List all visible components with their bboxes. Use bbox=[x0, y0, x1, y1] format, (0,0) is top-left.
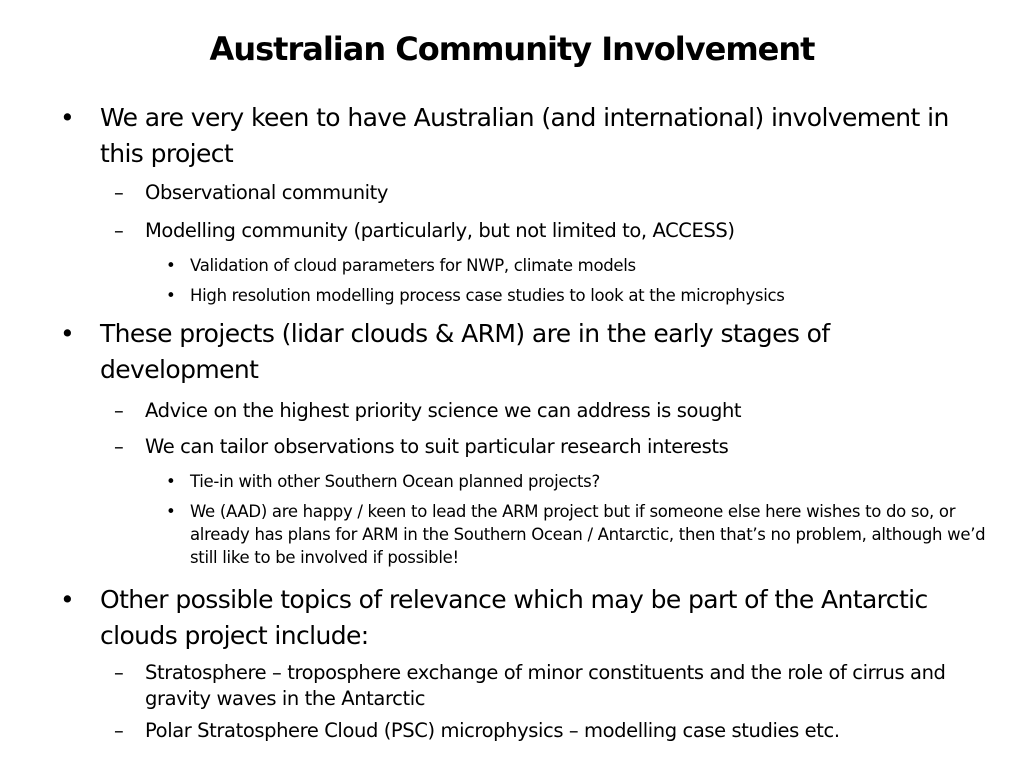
bullet-marker-icon: • bbox=[166, 286, 176, 305]
bullet-marker-icon: • bbox=[166, 256, 176, 275]
sub-bullet-item: We can tailor observations to suit particular research interests bbox=[145, 435, 729, 458]
dash-marker-icon: – bbox=[114, 661, 124, 684]
sub-sub-bullet-item: Validation of cloud parameters for NWP, climate models bbox=[190, 256, 636, 275]
dash-marker-icon: – bbox=[114, 219, 124, 242]
sub-bullet-item: Stratosphere – troposphere exchange of minor constituents and the role of cirrus and gravity waves in the Antarctic bbox=[145, 661, 946, 710]
bullet-item: Other possible topics of relevance which may be part of the Antarctic clouds project include: bbox=[100, 585, 928, 650]
dash-marker-icon: – bbox=[114, 719, 124, 742]
dash-marker-icon: – bbox=[114, 181, 124, 204]
bullet-marker-icon: • bbox=[166, 472, 176, 491]
sub-bullet-item: Polar Stratosphere Cloud (PSC) microphysics – modelling case studies etc. bbox=[145, 719, 840, 742]
slide-title: Australian Community Involvement bbox=[209, 30, 815, 68]
sub-sub-bullet-item: We (AAD) are happy / keen to lead the ARM project but if someone else here wishes to do so, or already has plans for ARM in the Southern Ocean / Antarctic, then that’s no problem, although we’d still like to be involved if possible! bbox=[190, 502, 986, 567]
sub-bullet-item: Modelling community (particularly, but not limited to, ACCESS) bbox=[145, 219, 735, 242]
bullet-item: We are very keen to have Australian (and international) involvement in this project bbox=[100, 103, 949, 168]
sub-bullet-item: Observational community bbox=[145, 181, 389, 204]
bullet-marker-icon: • bbox=[60, 103, 75, 132]
dash-marker-icon: – bbox=[114, 399, 124, 422]
sub-sub-bullet-item: Tie-in with other Southern Ocean planned projects? bbox=[190, 472, 600, 491]
dash-marker-icon: – bbox=[114, 435, 124, 458]
bullet-marker-icon: • bbox=[166, 502, 176, 521]
sub-sub-bullet-item: High resolution modelling process case studies to look at the microphysics bbox=[190, 286, 785, 305]
sub-bullet-item: Advice on the highest priority science we can address is sought bbox=[145, 399, 742, 422]
bullet-item: These projects (lidar clouds & ARM) are in the early stages of development bbox=[100, 319, 830, 384]
bullet-marker-icon: • bbox=[60, 585, 75, 614]
bullet-marker-icon: • bbox=[60, 319, 75, 348]
